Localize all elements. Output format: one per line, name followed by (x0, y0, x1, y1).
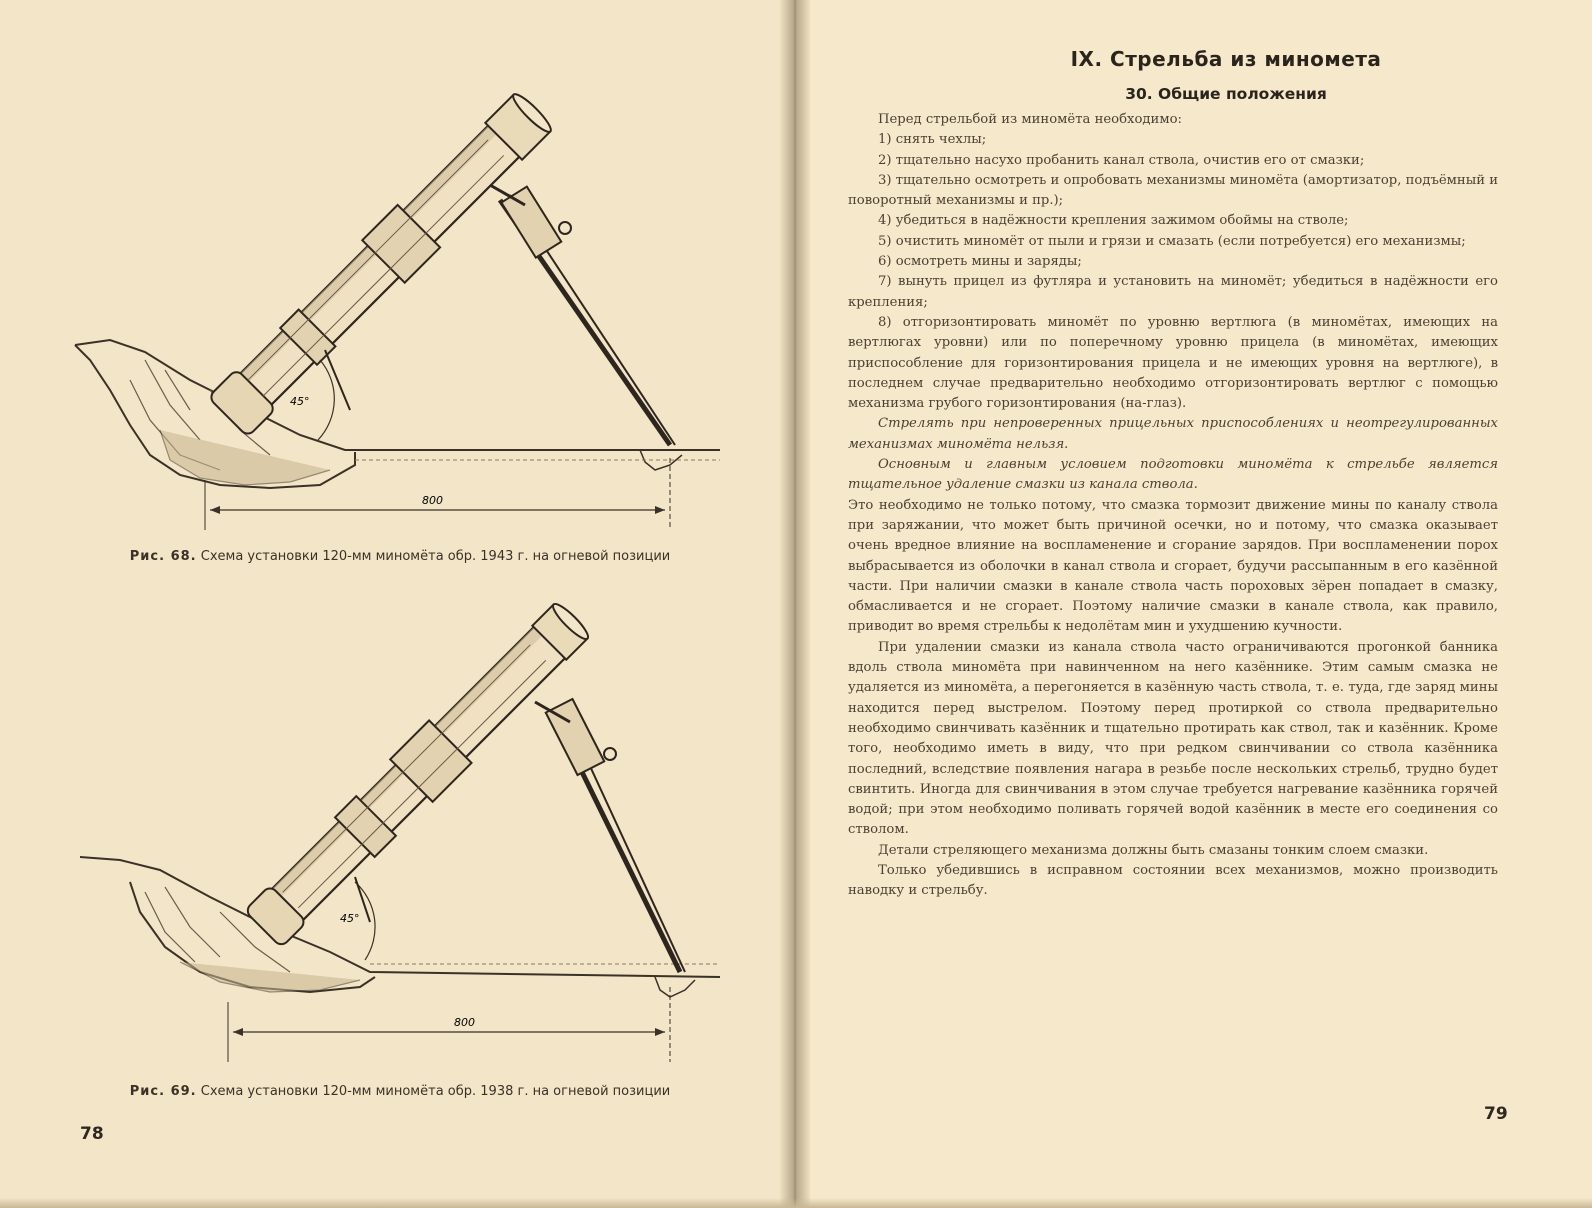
page-number-right: 79 (1484, 1104, 1508, 1124)
chapter-title: IX. Стрельба из миномета (1070, 47, 1382, 71)
distance-label: 800 (422, 494, 443, 507)
paragraph: Только убедившись в исправном состоянии всех механизмов, можно производить наводку и стрельбу. (848, 862, 1498, 899)
list-item: 6) осмотреть мины и заряды; (878, 254, 1082, 270)
book-gutter (780, 0, 810, 1208)
list-item: 5) очистить миномёт от пыли и грязи и смазать (если потребуется) его механизмы; (878, 233, 1466, 249)
paragraph: Это необходимо не только потому, что смазка тормозит движение мины по каналу ствола при заряжании, что может быть причиной осечки, но и потому, что смазка оказывает очень вредное влияние на воспламенение и сгорание зарядов. При воспламенении порох выбрасывается из оболочки в канал ствола и сгорает, будучи рассыпанным в его казённой части. При наличии смазки в канале ствола часть пороховых зёрен попадает в смазку, обмасливается и не сгорает. Поэтому наличие смазки в канале ствола, как правило, приводит во время стрельбы к недолётам мин и ухудшению кучности. (848, 497, 1498, 635)
mortar-figure-1943 (70, 60, 740, 530)
mortar-1943-drawing (70, 60, 740, 530)
italic-main-condition: Основным и главным условием подготовки миномёта к стрельбе является тщательное удаление смазки из канала ствола. (848, 457, 1498, 493)
list-item: 1) снять чехлы; (878, 132, 987, 148)
angle-label: 45° (340, 912, 360, 925)
section-title: 30. Общие положения (1125, 85, 1327, 103)
figure-caption-68 (120, 548, 680, 565)
list-item: 7) вынуть прицел из футляра и установить на миномёт; убедиться в надёжности его крепления; (848, 274, 1498, 310)
paragraph: Перед стрельбой из миномёта необходимо: (878, 112, 1182, 127)
figure-caption-69 (120, 1083, 680, 1100)
mortar-1938-drawing (70, 592, 740, 1062)
page-number-left: 78 (80, 1124, 104, 1144)
right-page (796, 0, 1592, 1208)
paragraph: При удалении смазки из канала ствола часто ограничиваются прогонкой банника вдоль ствола миномёта при навинченном на него казённике. Этим самым смазка не удаляется из миномёта, а перегоняется в казённую часть ствола, т. е. туда, где заряд мины находится перед выстрелом. Поэтому перед протиркой со ствола предварительно необходимо свинчивать казённик и тщательно протирать как ствол, так и казённик. Кроме того, необходимо иметь в виду, что при редком свинчивании со ствола казённика последний, вследствие появления нагара в резьбе после нескольких стрельб, трудно будет свинтить. Иногда для свинчивания в этом случае требуется нагревание казённика горячей водой; при этом необходимо поливать горячей водой казённик в месте его соединения со стволом. (848, 639, 1498, 838)
mortar-figure-1938 (70, 592, 740, 1062)
list-item: 2) тщательно насухо пробанить канал ствола, очистив его от смазки; (878, 152, 1365, 168)
caption-text: Схема установки 120-мм миномёта обр. 1943 г. на огневой позиции (200, 549, 671, 564)
list-item: 8) отгоризонтировать миномёт по уровню вертлюга (в миномётах, имеющих на вертлюгах уровни) или по поперечному уровню прицела (в миномётах, имеющих приспособление для горизонтирования прицела и не имеющих уровня на вертлюге), в последнем случае предварительно необходимо отгоризонтировать вертлюг с помощью механизма грубого горизонтирования (на-глаз). (848, 314, 1498, 412)
distance-label: 800 (454, 1016, 475, 1029)
list-item: 4) убедиться в надёжности крепления зажимом обоймы на стволе; (878, 213, 1349, 229)
body-text (848, 110, 1498, 902)
caption-label: Рис. 69. (129, 1084, 197, 1099)
list-item: 3) тщательно осмотреть и опробовать механизмы миномёта (амортизатор, подъёмный и поворотный механизмы и пр.); (848, 172, 1498, 209)
caption-label: Рис. 68. (129, 549, 197, 564)
page-edge (0, 1198, 1592, 1208)
angle-label: 45° (290, 395, 310, 408)
italic-warning: Стрелять при непроверенных прицельных приспособлениях и неотрегулированных механизмах миномёта нельзя. (848, 416, 1498, 452)
paragraph: Детали стреляющего механизма должны быть смазаны тонким слоем смазки. (878, 842, 1429, 858)
caption-text: Схема установки 120-мм миномёта обр. 1938 г. на огневой позиции (200, 1084, 671, 1099)
